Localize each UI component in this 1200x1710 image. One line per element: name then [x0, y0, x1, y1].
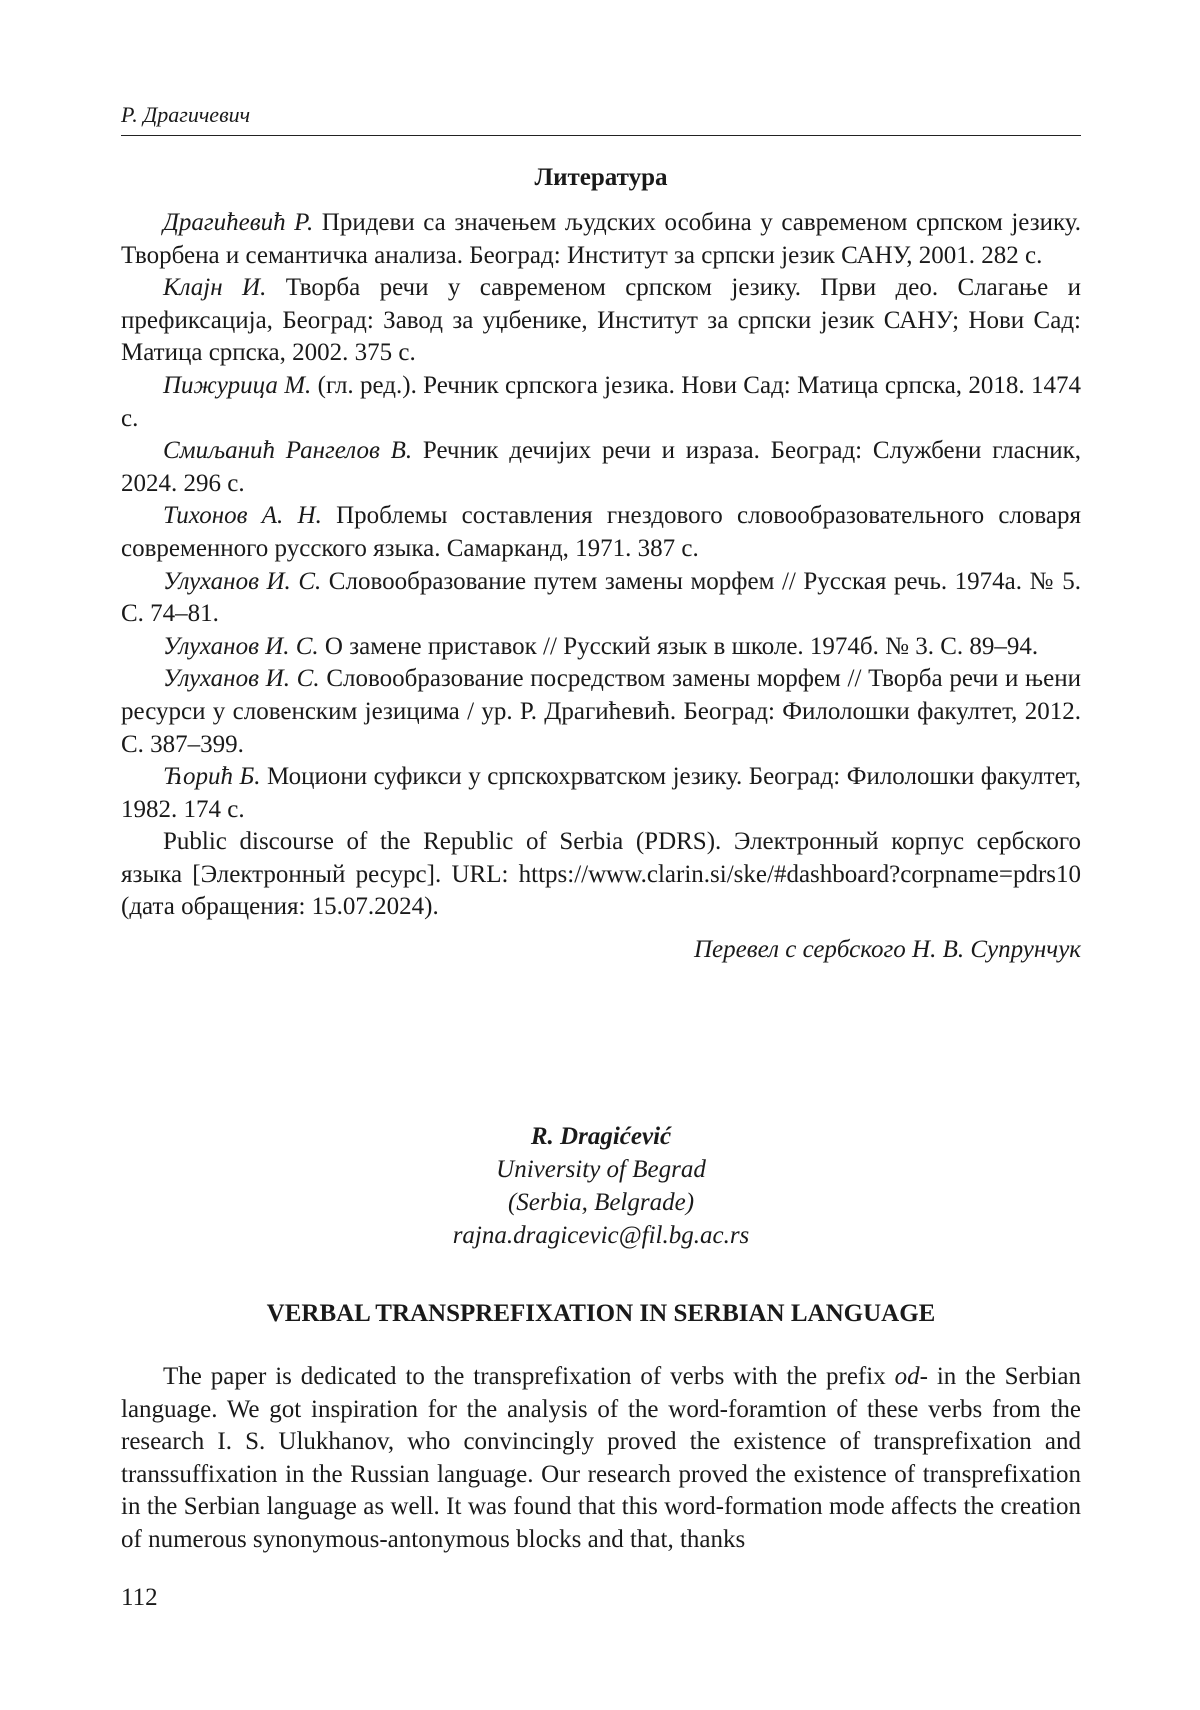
translator-note: Перевел с сербского Н. В. Супрунчук	[694, 936, 1081, 964]
running-title: Р. Драгичевич	[121, 103, 1081, 136]
page-number: 112	[121, 1584, 158, 1611]
reference-item	[121, 631, 1081, 664]
reference-text: (гл. ред.). Речник српскога језика. Нови Сад: Матица српска, 2018. 1474 с.	[121, 371, 1081, 432]
abstract-prefix: od-	[894, 1363, 928, 1390]
reference-text: Словообразование путем замены морфем // Русская речь. 1974а. № 5. С. 74–81.	[121, 567, 1081, 628]
author-location: (Serbia, Belgrade)	[507, 1189, 695, 1216]
reference-text: Придеви са значењем људских особина у савременом српском језику. Творбена и семантичка анализа. Београд: Институт за српски језик САНУ, 2001. 282 с.	[121, 209, 1081, 269]
reference-author: Смиљанић Рангелов В.	[163, 437, 413, 465]
author-affiliation: University of Begrad	[496, 1156, 706, 1183]
reference-item	[121, 500, 1081, 565]
author-block	[121, 1120, 1081, 1252]
reference-item	[121, 663, 1081, 761]
references-heading: Литература	[534, 164, 668, 191]
references-list	[121, 207, 1081, 966]
reference-item	[121, 435, 1081, 500]
reference-author: Улуханов И. С.	[163, 567, 322, 595]
page	[121, 0, 1081, 1710]
reference-text: Проблемы составления гнездового словообразовательного словаря современного русского языка. Самарканд, 1971. 387 с.	[121, 502, 1082, 562]
reference-item	[121, 207, 1081, 272]
reference-author: Улуханов И. С.	[163, 632, 319, 660]
reference-text: О замене приставок // Русский язык в школе. 1974б. № 3. С. 89–94.	[318, 632, 1039, 660]
author-name: R. Dragićević	[530, 1123, 672, 1150]
reference-text: Public discourse of the Republic of Serbia (PDRS). Электронный корпус сербского языка [Электронный ресурс]. URL: https://www.clarin.si/ske/#dashboard?corpname=pdrs10 (дата обращения: 15.07.2024).	[121, 828, 1081, 921]
reference-item	[121, 566, 1081, 631]
reference-item	[121, 370, 1081, 435]
reference-author: Тихонов А. Н.	[163, 502, 322, 530]
reference-item	[121, 761, 1081, 826]
reference-item	[121, 826, 1081, 924]
reference-author: Ћорић Б.	[163, 763, 261, 791]
abstract	[121, 1361, 1081, 1557]
abstract-text-before: The paper is dedicated to the transprefixation of verbs with the prefix	[163, 1363, 895, 1390]
reference-text: Творба речи у савременом српском језику. Први део. Слагање и префиксација, Београд: Завод за уџбенике, Институт за српски језик САНУ; Нови Сад: Матица српска, 2002. 375 с.	[121, 274, 1081, 367]
reference-text: Словообразование посредством замены морфем // Творба речи и њени ресурси у словенским језицима / ур. Р. Драгићевић. Београд: Филолошки факултет, 2012. С. 387–399.	[121, 665, 1081, 758]
reference-text: Речник дечијих речи и израза. Београд: Службени гласник, 2024. 296 с.	[121, 437, 1082, 497]
abstract-paragraph	[121, 1361, 1081, 1557]
abstract-text-after: in the Serbian language. We got inspiration for the analysis of the word-foramtion of these verbs from the research I. S. Ulukhanov, who convincingly proved the existence of transprefixation and transsuffixation in the Russian language. Our research proved the existence of transprefixation in the Serbian language as well. It was found that this word-formation mode affects the creation of numerous synonymous-antonymous blocks and that, thanks	[121, 1363, 1081, 1553]
article-title: VERBAL TRANSPREFIXATION IN SERBIAN LANGUAGE	[266, 1300, 936, 1327]
reference-text: Моциони суфикси у српскохрватском језику. Београд: Филолошки факултет, 1982. 174 с.	[121, 763, 1081, 823]
reference-author: Улуханов И. С.	[163, 665, 320, 693]
reference-author: Пижурица М.	[163, 371, 312, 399]
reference-author: Драгићевић Р.	[163, 209, 314, 236]
reference-author: Клајн И.	[163, 274, 267, 302]
reference-item	[121, 272, 1081, 370]
author-email: rajna.dragicevic@fil.bg.ac.rs	[452, 1222, 750, 1249]
